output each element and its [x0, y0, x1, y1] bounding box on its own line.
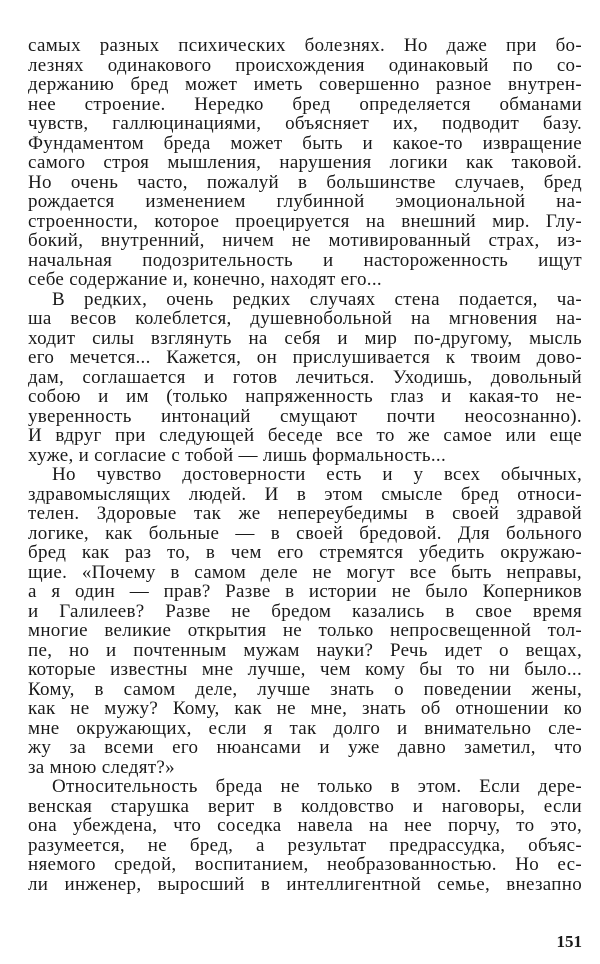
text-line: рождается изменением глубинной эмоциональной на-: [28, 191, 582, 212]
page-number: 151: [556, 932, 582, 951]
text-line: телен. Здоровые так же непереубедимы в своей здравой: [28, 503, 582, 524]
text-line: Кому, в самом деле, лучше знать о поведении жены,: [28, 678, 582, 700]
text-line: держанию бред может иметь совершенно разное внутрен-: [28, 74, 582, 95]
text-line: Но чувство достоверности есть и у всех обычных,: [52, 464, 582, 485]
text-line: мне окружающих, если я так долго и внимательно сле-: [28, 717, 582, 739]
text-line: няемого средой, воспитанием, необразованностью. Но ес-: [28, 854, 582, 875]
text-line: собою и им (только напряженность глаз и какая-то не-: [28, 386, 582, 407]
text-line: здравомыслящих людей. И в этом смысле бред относи-: [28, 483, 582, 505]
text-line: Но очень часто, пожалуй в большинстве случаев, бред: [28, 171, 582, 193]
text-line: она убеждена, что соседка навела на нее порчу, то это,: [28, 815, 582, 836]
text-line: разумеется, не бред, а результат предрассудка, объяс-: [28, 834, 582, 856]
text-line: хуже, и согласие с тобой — лишь формальность...: [28, 444, 447, 466]
text-line: самого строя мышления, нарушения логики как таковой.: [28, 152, 582, 173]
text-line: как не мужу? Кому, как не мне, знать об отношении ко: [28, 698, 582, 719]
text-line: чувств, галлюцинациями, объясняет их, подводит базу.: [28, 113, 582, 134]
paragraph: [28, 290, 582, 466]
text-line: уверенность интонаций смущают почти неосознанно).: [28, 405, 582, 427]
text-line: многие великие открытия не только непросвещенной тол-: [28, 620, 582, 641]
text-line: ли инженер, выросший в интеллигентной семье, внезапно: [28, 873, 582, 895]
text-line: которые известны мне лучше, чем кому бы то ни было...: [28, 659, 582, 680]
text-line: а я один — прав? Разве в истории не было Коперников: [28, 581, 582, 602]
text-line: В редких, очень редких случаях стена подается, ча-: [52, 288, 582, 310]
text-line: Относительность бреда не только в этом. Если дере-: [52, 776, 582, 797]
text-line: щие. «Почему в самом деле не могут все быть неправы,: [28, 561, 582, 583]
paragraph: [28, 36, 582, 290]
text-line: нее строение. Нередко бред определяется обманами: [28, 93, 582, 115]
text-line: венская старушка верит в колдовство и наговоры, если: [28, 795, 582, 817]
text-line: дам, соглашается и готов лечиться. Уходишь, довольный: [28, 366, 582, 388]
text-line: за мною следят?»: [28, 756, 175, 778]
text-line: ша весов колеблется, душевнобольной на мгновения на-: [28, 308, 582, 329]
text-line: начальная подозрительность и настороженность ищут: [28, 249, 582, 271]
text-line: лезнях одинакового происхождения одинаковый по со-: [28, 54, 582, 76]
text-line: жу за всеми его нюансами и уже давно заметил, что: [28, 737, 582, 758]
text-line: и Галилеев? Разве не бредом казались в свое время: [28, 600, 582, 622]
book-page-text: [28, 36, 582, 894]
paragraph: [28, 465, 582, 777]
text-line: логике, как больные — в своей бредовой. Для больного: [28, 522, 582, 544]
text-line: бокий, внутренний, ничем не мотивированный страх, из-: [28, 230, 582, 251]
text-line: ходит силы взглянуть на себя и мир по-другому, мысль: [28, 327, 582, 349]
text-line: И вдруг при следующей беседе все то же самое или еще: [28, 425, 582, 446]
text-line: его мечется... Кажется, он прислушивается к твоим дово-: [28, 347, 582, 368]
text-line: Фундаментом бреда может быть и какое-то извращение: [28, 132, 582, 154]
text-line: бред как раз то, в чем его стремятся убедить окружаю-: [28, 542, 582, 563]
text-line: себе содержание и, конечно, находят его...: [28, 269, 382, 290]
text-line: строенности, которое проецируется на внешний мир. Глу-: [28, 210, 582, 232]
text-line: самых разных психических болезнях. Но даже при бо-: [28, 35, 582, 56]
paragraph: [28, 777, 582, 894]
text-line: пе, но и почтенным мужам науки? Речь идет о вещах,: [28, 639, 582, 661]
